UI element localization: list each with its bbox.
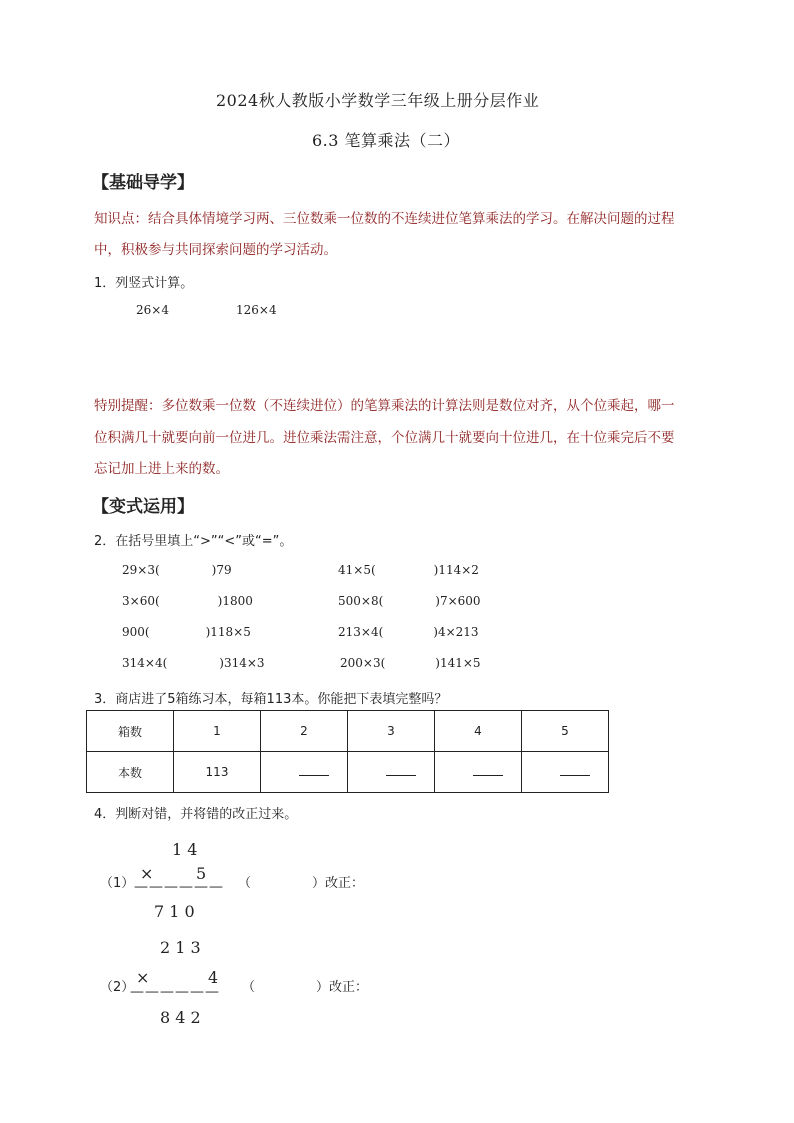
answer-blank[interactable] [560,765,590,776]
table-cell-blank[interactable] [261,752,348,793]
table-cell: 箱数 [87,711,174,752]
q1-expr-2: 126×4 [236,303,277,317]
p2-judgement-blank[interactable] [262,972,316,992]
p1-multiplicand: 1 4 [172,840,198,859]
compare-right: )141×5 [435,656,481,670]
section-heading-basic: 【基础导学】 [92,173,194,193]
table-cell: 3 [348,711,435,752]
p2-rule-line: —————— [130,984,220,1000]
compare-item [338,594,481,608]
compare-left: 500×8( [338,594,384,608]
table-cell: 113 [174,752,261,793]
p1-rule-line: —————— [134,879,224,895]
table-cell: 5 [522,711,609,752]
knowledge-line-2: 中，积极参与共同探索问题的学习活动。 [94,242,337,258]
compare-left: 41×5( [338,563,376,577]
table-row [87,711,609,752]
p2-times-sign: × [136,968,150,987]
tip-line-2: 位积满几十就要向前一位进几。进位乘法需注意，个位满几十就要向十位进几，在十位乘完后不要 [94,430,675,446]
p1-times-sign: × [140,864,154,883]
compare-left: 3×60( [122,594,160,608]
compare-right: )1800 [217,594,253,608]
compare-right: )118×5 [205,625,251,639]
table-cell: 本数 [87,752,174,793]
question-2-prompt: 2．在括号里填上“>”“<”或“=”。 [94,534,293,549]
compare-right: )7×600 [435,594,481,608]
compare-item [340,656,481,670]
compare-right: )314×3 [219,656,265,670]
table-cell: 1 [174,711,261,752]
p2-label: （2） [100,980,135,995]
compare-item [122,656,265,670]
p1-paren-close: ）改正： [312,876,365,891]
table-cell-blank[interactable] [348,752,435,793]
compare-right: )114×2 [433,563,479,577]
compare-item [122,625,251,639]
page-subtitle: 6.3 笔算乘法（二） [312,131,461,150]
p2-multiplicand: 2 1 3 [160,938,201,957]
page-title: 2024秋人教版小学数学三年级上册分层作业 [216,91,540,110]
p2-paren-close: ）改正： [316,980,369,995]
compare-right: )79 [211,563,232,577]
compare-left: 200×3( [340,656,386,670]
section-heading-variant: 【变式运用】 [92,497,194,517]
answer-blank[interactable] [386,765,416,776]
p2-multiplier: 4 [208,968,219,987]
compare-left: 900( [122,625,150,639]
compare-left: 29×3( [122,563,160,577]
compare-left: 213×4( [338,625,384,639]
question-1-prompt: 1．列竖式计算。 [94,276,194,291]
p2-product: 8 4 2 [160,1008,201,1027]
tip-line-1: 特别提醒：多位数乘一位数（不连续进位）的笔算乘法的计算法则是数位对齐，从个位乘起，哪一 [94,398,675,414]
table-cell: 2 [261,711,348,752]
p1-judgement-blank[interactable] [256,868,312,888]
compare-item [122,563,232,577]
books-table [86,710,609,793]
compare-right: )4×213 [433,625,479,639]
p1-multiplier: 5 [196,864,207,883]
table-cell-blank[interactable] [435,752,522,793]
tip-line-3: 忘记加上进上来的数。 [94,461,229,477]
q1-expr-1: 26×4 [136,303,169,317]
p2-paren-open: （ [242,980,256,995]
table-row [87,752,609,793]
compare-item [338,625,479,639]
table-cell-blank[interactable] [522,752,609,793]
compare-left: 314×4( [122,656,168,670]
answer-blank[interactable] [473,765,503,776]
p1-paren-open: （ [238,876,252,891]
compare-item [122,594,253,608]
question-4-prompt: 4．判断对错，并将错的改正过来。 [94,807,298,822]
p1-product: 7 1 0 [154,902,195,921]
compare-item [338,563,479,577]
table-cell: 4 [435,711,522,752]
answer-blank[interactable] [299,765,329,776]
question-3-prompt: 3．商店进了5箱练习本，每箱113本。你能把下表填完整吗？ [94,692,448,707]
p1-label: （1） [100,876,135,891]
knowledge-line-1: 知识点：结合具体情境学习两、三位数乘一位数的不连续进位笔算乘法的学习。在解决问题的过程 [94,211,675,227]
